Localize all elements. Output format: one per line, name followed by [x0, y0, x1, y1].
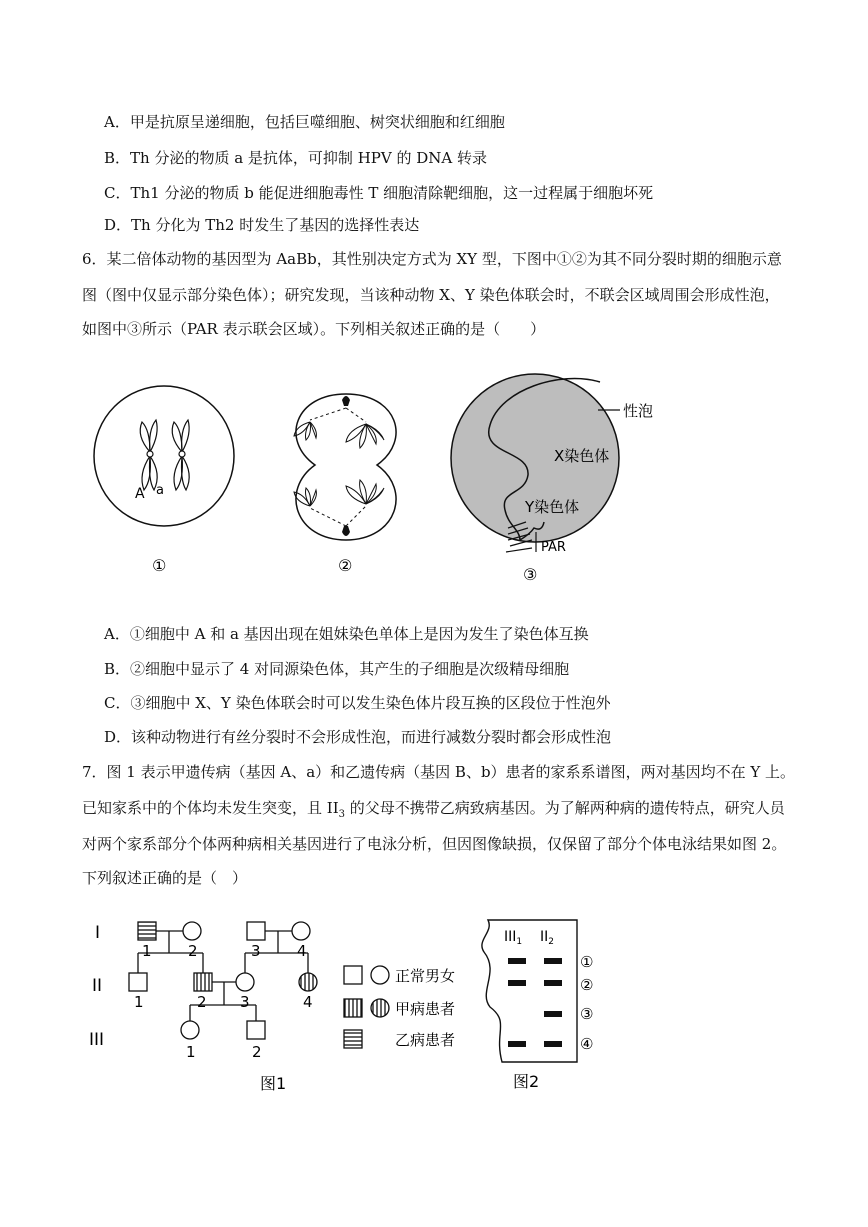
generation-III-label: III [89, 1030, 105, 1050]
gel-band [508, 958, 526, 964]
q6-option-a: A．①细胞中 A 和 a 基因出现在姐妹染色单体上是因为发生了染色体互换 [104, 625, 589, 643]
pedigree-I-1-number: 1 [142, 942, 152, 960]
pedigree-III-1-number: 1 [186, 1043, 196, 1061]
legend-normal-label: 正常男女 [395, 967, 456, 985]
par-label: PAR [541, 540, 566, 555]
q7-stem-line1: 7．图 1 表示甲遗传病（基因 A、a）和乙遗传病（基因 B、b）患者的家系系谱图，两对基因均不在 Y 上。 [82, 763, 796, 781]
q6-option-c: C．③细胞中 X、Y 染色体联会时可以发生染色体片段互换的区段位于性泡外 [104, 694, 611, 712]
q5-option-a: A．甲是抗原呈递细胞，包括巨噬细胞、树突状细胞和红细胞 [104, 113, 505, 131]
pedigree-II-3-number: 3 [240, 993, 250, 1011]
pedigree-II-2-number: 2 [197, 993, 207, 1011]
q6-cell-figure [80, 370, 700, 595]
band-1-marker: ① [580, 953, 594, 971]
band-3-marker: ③ [580, 1005, 594, 1023]
pedigree-I-2-number: 2 [188, 942, 198, 960]
gel-band [508, 1041, 526, 1047]
cell-2-number: ② [338, 556, 353, 575]
cell-2-diagram [294, 394, 396, 575]
cell-3-diagram [451, 374, 653, 584]
q7-stem-line4: 下列叙述正确的是（ ） [82, 869, 248, 887]
legend-yi-label: 乙病患者 [395, 1031, 456, 1049]
cell-1-diagram [94, 386, 234, 575]
q5-option-c: C．Th1 分泌的物质 b 能促进细胞毒性 T 细胞清除靶细胞，这一过程属于细胞坏死 [104, 184, 654, 202]
q6-stem-line3: 如图中③所示（PAR 表示联会区域）。下列相关叙述正确的是（ ） [82, 320, 546, 338]
allele-a-label: a [156, 483, 164, 498]
pedigree-II-1-number: 1 [134, 993, 144, 1011]
q6-option-b: B．②细胞中显示了 4 对同源染色体，其产生的子细胞是次级精母细胞 [104, 660, 570, 678]
pedigree-figure [80, 905, 370, 1100]
q6-stem-line2: 图（图中仅显示部分染色体）；研究发现，当该种动物 X、Y 染色体联会时，不联会区域周围会形成性泡， [82, 286, 780, 304]
cell-3-number: ③ [523, 565, 538, 584]
pedigree-III-2-number: 2 [252, 1043, 262, 1061]
pedigree-I-3-number: 3 [251, 942, 261, 960]
q7-stem-line3: 对两个家系部分个体两种病相关基因进行了电泳分析，但因图像缺损，仅保留了部分个体电泳结果如图 2。 [82, 835, 787, 853]
lane-III1-label: $III_1$ [504, 929, 523, 947]
gel-band [508, 980, 526, 986]
legend-jia-label: 甲病患者 [395, 1000, 456, 1018]
pedigree-legend [340, 960, 490, 1055]
figure-2-caption: 图2 [513, 1072, 540, 1091]
pedigree-I-4-number: 4 [297, 942, 307, 960]
generation-II-label: II [92, 976, 103, 996]
q5-option-b: B．Th 分泌的物质 a 是抗体，可抑制 HPV 的 DNA 转录 [104, 149, 487, 167]
q6-stem-line1: 6．某二倍体动物的基因型为 AaBb，其性别决定方式为 XY 型，下图中①②为其不同分裂时期的细胞示意 [82, 250, 782, 268]
gel-band [544, 1041, 562, 1047]
gel-band [544, 980, 562, 986]
sex-vesicle-label: 性泡 [623, 402, 654, 420]
figure-1-caption: 图1 [260, 1074, 287, 1093]
generation-I-label: I [95, 923, 101, 943]
allele-A-label: A [135, 486, 145, 502]
lane-II2-label: $II_2$ [540, 929, 554, 947]
electrophoresis-figure [470, 912, 610, 1097]
x-chromosome-label: X染色体 [554, 447, 610, 465]
q6-option-d: D．该种动物进行有丝分裂时不会形成性泡，而进行减数分裂时都会形成性泡 [104, 728, 612, 746]
band-4-marker: ④ [580, 1035, 594, 1053]
gel-band [544, 1011, 562, 1017]
y-chromosome-label: Y染色体 [525, 498, 580, 516]
pedigree-II-4-number: 4 [303, 993, 313, 1011]
gel-band [544, 958, 562, 964]
q7-stem-line2: 已知家系中的个体均未发生突变，且 $II_3$ 的父母不携带乙病致病基因。为了解两种病的遗传特点，研究人员 [82, 799, 785, 820]
cell-1-number: ① [152, 556, 167, 575]
q5-option-d: D．Th 分化为 Th2 时发生了基因的选择性表达 [104, 216, 420, 234]
band-2-marker: ② [580, 976, 594, 994]
